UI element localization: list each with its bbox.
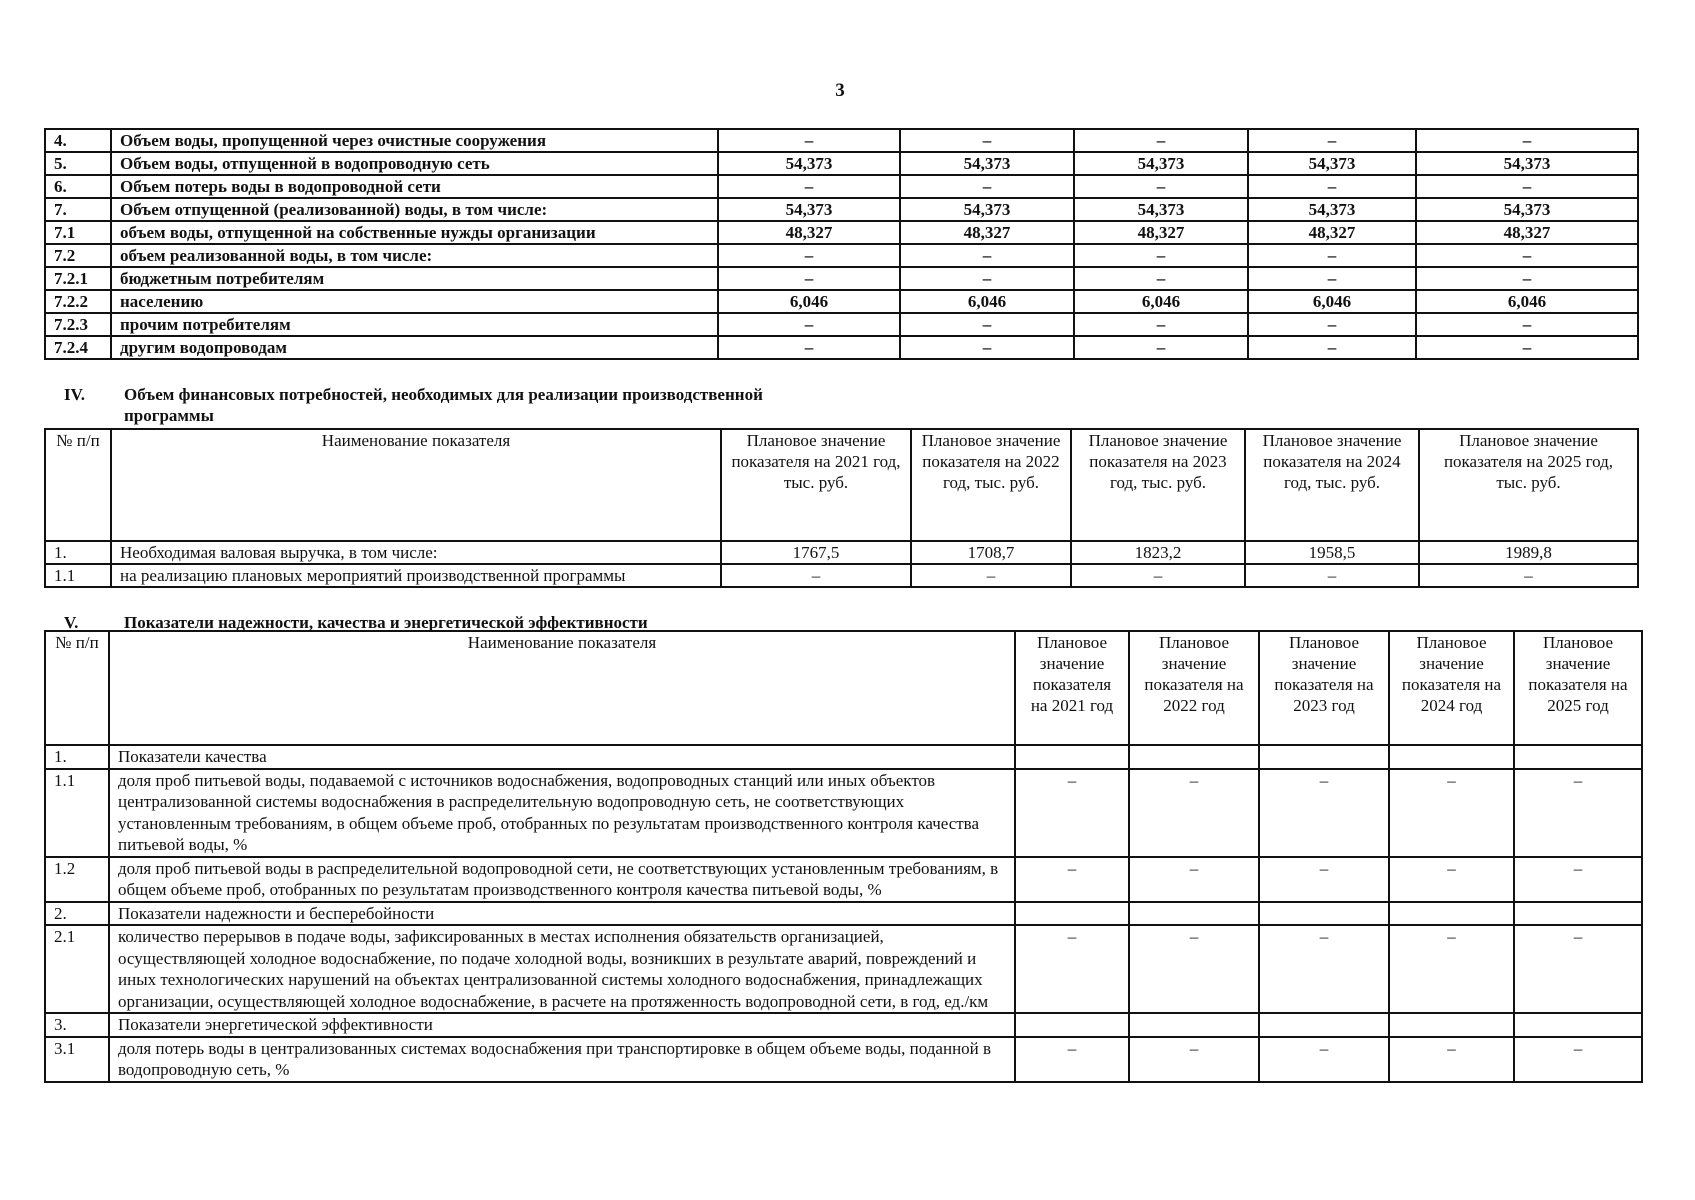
table-row: [45, 925, 1642, 1013]
row-label: Объем отпущенной (реализованной) воды, в том числе:: [111, 198, 718, 221]
table-row: [45, 541, 1638, 564]
section-iv-number: IV.: [64, 385, 85, 404]
row-number: 4.: [45, 129, 111, 152]
row-label: объем воды, отпущенной на собственные нужды организации: [111, 221, 718, 244]
row-label: Показатели надежности и бесперебойности: [109, 902, 1015, 926]
value-cell: –: [900, 175, 1074, 198]
row-number: 1.: [45, 541, 111, 564]
value-cell: –: [718, 244, 900, 267]
value-cell: –: [718, 175, 900, 198]
value-cell: –: [1129, 925, 1259, 1013]
row-label: доля проб питьевой воды, подаваемой с источников водоснабжения, водопроводных станций или иных объектов централизованной системы водоснабжения в распределительную водопроводную сеть, не соответствующих установленным требованиям, в общем объеме проб, отобранных по результатам производственного контроля качества питьевой воды, %: [109, 769, 1015, 857]
value-cell: –: [1015, 925, 1129, 1013]
value-cell: [1514, 1013, 1642, 1037]
value-cell: 6,046: [1416, 290, 1638, 313]
section-iv-title-line1: Объем финансовых потребностей, необходимых для реализации производственной: [124, 385, 763, 404]
row-label: доля потерь воды в централизованных системах водоснабжения при транспортировке в общем объеме воды, поданной в водопроводную сеть, %: [109, 1037, 1015, 1082]
value-cell: 54,373: [900, 152, 1074, 175]
value-cell: –: [1259, 925, 1389, 1013]
value-cell: –: [1259, 1037, 1389, 1082]
value-cell: 48,327: [1074, 221, 1248, 244]
row-label: на реализацию плановых мероприятий производственной программы: [111, 564, 721, 587]
value-cell: 6,046: [1074, 290, 1248, 313]
row-label: прочим потребителям: [111, 313, 718, 336]
value-cell: [1015, 745, 1129, 769]
value-cell: 54,373: [1248, 152, 1416, 175]
value-cell: [1389, 1013, 1514, 1037]
value-cell: 1767,5: [721, 541, 911, 564]
value-cell: –: [1248, 267, 1416, 290]
row-number: 1.2: [45, 857, 109, 902]
row-label: другим водопроводам: [111, 336, 718, 359]
table-row: [45, 267, 1638, 290]
value-cell: –: [900, 244, 1074, 267]
value-cell: 1823,2: [1071, 541, 1245, 564]
row-number: 7.: [45, 198, 111, 221]
value-cell: –: [1514, 857, 1642, 902]
value-cell: –: [721, 564, 911, 587]
value-cell: [1514, 902, 1642, 926]
column-header-2022: Плановое значение показателя на 2022 год: [1129, 631, 1259, 745]
value-cell: –: [1074, 244, 1248, 267]
row-number: 7.2: [45, 244, 111, 267]
row-label: доля проб питьевой воды в распределительной водопроводной сети, не соответствующих установленным требованиям, в общем объеме проб, отобранных по результатам производственного контроля качества питьевой воды, %: [109, 857, 1015, 902]
value-cell: [1129, 1013, 1259, 1037]
value-cell: –: [1129, 857, 1259, 902]
value-cell: –: [1248, 129, 1416, 152]
value-cell: –: [911, 564, 1071, 587]
value-cell: –: [1416, 313, 1638, 336]
value-cell: [1259, 902, 1389, 926]
value-cell: [1015, 902, 1129, 926]
row-number: 6.: [45, 175, 111, 198]
table-row: [45, 564, 1638, 587]
value-cell: –: [900, 129, 1074, 152]
value-cell: 6,046: [718, 290, 900, 313]
value-cell: –: [1514, 769, 1642, 857]
value-cell: –: [1259, 769, 1389, 857]
table-row: [45, 221, 1638, 244]
column-header-name: Наименование показателя: [109, 631, 1015, 745]
value-cell: [1129, 745, 1259, 769]
column-header-2025: Плановое значение показателя на 2025 год, тыс. руб.: [1419, 429, 1638, 541]
row-number: 7.2.4: [45, 336, 111, 359]
value-cell: –: [1416, 175, 1638, 198]
value-cell: –: [1015, 857, 1129, 902]
value-cell: 54,373: [718, 198, 900, 221]
row-number: 1.1: [45, 769, 109, 857]
row-number: 2.: [45, 902, 109, 926]
section-iv-title-line2: программы: [124, 406, 214, 425]
column-header-number: № п/п: [45, 631, 109, 745]
value-cell: 48,327: [1248, 221, 1416, 244]
row-label: Показатели качества: [109, 745, 1015, 769]
row-number: 3.1: [45, 1037, 109, 1082]
value-cell: –: [1389, 857, 1514, 902]
value-cell: –: [1248, 244, 1416, 267]
value-cell: –: [1416, 267, 1638, 290]
value-cell: –: [900, 336, 1074, 359]
value-cell: [1015, 1013, 1129, 1037]
value-cell: [1129, 902, 1259, 926]
value-cell: 1958,5: [1245, 541, 1419, 564]
table-row: [45, 198, 1638, 221]
value-cell: 54,373: [1416, 198, 1638, 221]
row-label: Объем воды, отпущенной в водопроводную сеть: [111, 152, 718, 175]
table-row: [45, 244, 1638, 267]
table-row: [45, 129, 1638, 152]
value-cell: –: [1248, 175, 1416, 198]
value-cell: –: [1129, 769, 1259, 857]
value-cell: –: [718, 313, 900, 336]
value-cell: 1989,8: [1419, 541, 1638, 564]
value-cell: –: [718, 267, 900, 290]
row-label: Необходимая валовая выручка, в том числе:: [111, 541, 721, 564]
value-cell: –: [900, 313, 1074, 336]
value-cell: –: [1514, 925, 1642, 1013]
value-cell: [1389, 745, 1514, 769]
value-cell: [1259, 745, 1389, 769]
column-header-2021: Плановое значение показателя на 2021 год: [1015, 631, 1129, 745]
column-header-2024: Плановое значение показателя на 2024 год, тыс. руб.: [1245, 429, 1419, 541]
value-cell: –: [1074, 129, 1248, 152]
column-header-2022: Плановое значение показателя на 2022 год, тыс. руб.: [911, 429, 1071, 541]
table-row: [45, 769, 1642, 857]
table-row: [45, 336, 1638, 359]
value-cell: –: [1074, 267, 1248, 290]
value-cell: 6,046: [1248, 290, 1416, 313]
value-cell: –: [1514, 1037, 1642, 1082]
column-header-2024: Плановое значение показателя на 2024 год: [1389, 631, 1514, 745]
value-cell: –: [1074, 313, 1248, 336]
value-cell: –: [1389, 769, 1514, 857]
value-cell: –: [1248, 313, 1416, 336]
section-v-title: Показатели надежности, качества и энергетической эффективности: [124, 613, 648, 632]
row-label: Показатели энергетической эффективности: [109, 1013, 1015, 1037]
section-iv-heading: [64, 384, 763, 426]
value-cell: 54,373: [1074, 198, 1248, 221]
value-cell: –: [1248, 336, 1416, 359]
value-cell: [1514, 745, 1642, 769]
column-header-2025: Плановое значение показателя на 2025 год: [1514, 631, 1642, 745]
value-cell: 54,373: [1416, 152, 1638, 175]
row-label: Объем потерь воды в водопроводной сети: [111, 175, 718, 198]
row-number: 1.: [45, 745, 109, 769]
value-cell: –: [1074, 175, 1248, 198]
value-cell: –: [1245, 564, 1419, 587]
value-cell: –: [1129, 1037, 1259, 1082]
value-cell: 48,327: [1416, 221, 1638, 244]
value-cell: –: [1259, 857, 1389, 902]
value-cell: –: [1389, 925, 1514, 1013]
value-cell: –: [900, 267, 1074, 290]
column-header-number: № п/п: [45, 429, 111, 541]
table-row: [45, 1037, 1642, 1082]
value-cell: –: [718, 129, 900, 152]
value-cell: 6,046: [900, 290, 1074, 313]
value-cell: [1389, 902, 1514, 926]
value-cell: 1708,7: [911, 541, 1071, 564]
table-row: [45, 290, 1638, 313]
value-cell: –: [1416, 244, 1638, 267]
table-row: [45, 857, 1642, 902]
row-number: 7.1: [45, 221, 111, 244]
row-label: бюджетным потребителям: [111, 267, 718, 290]
value-cell: 48,327: [718, 221, 900, 244]
value-cell: –: [1071, 564, 1245, 587]
row-label: населению: [111, 290, 718, 313]
table-row: [45, 745, 1642, 769]
row-number: 7.2.3: [45, 313, 111, 336]
value-cell: 54,373: [1074, 152, 1248, 175]
table-row: [45, 902, 1642, 926]
value-cell: 54,373: [900, 198, 1074, 221]
table-row: [45, 175, 1638, 198]
value-cell: –: [1419, 564, 1638, 587]
column-header-2021: Плановое значение показателя на 2021 год, тыс. руб.: [721, 429, 911, 541]
financial-needs-table: [44, 428, 1639, 588]
row-number: 1.1: [45, 564, 111, 587]
row-number: 7.2.2: [45, 290, 111, 313]
indicators-table: [44, 630, 1643, 1083]
table-row: [45, 1013, 1642, 1037]
row-label: объем реализованной воды, в том числе:: [111, 244, 718, 267]
table-row: [45, 152, 1638, 175]
row-number: 3.: [45, 1013, 109, 1037]
page-number: 3: [835, 80, 845, 101]
value-cell: 48,327: [900, 221, 1074, 244]
row-number: 5.: [45, 152, 111, 175]
value-cell: –: [718, 336, 900, 359]
row-label: количество перерывов в подаче воды, зафиксированных в местах исполнения обязательств организацией, осуществляющей холодное водоснабжение, по подаче холодной воды, возникших в результате аварий, повреждений и иных технологических нарушений на объектах централизованной системы холодного водоснабжения, принадлежащих организации, осуществляющей холодное водоснабжение, в расчете на протяженность водопроводной сети, в год, ед./км: [109, 925, 1015, 1013]
value-cell: –: [1389, 1037, 1514, 1082]
column-header-2023: Плановое значение показателя на 2023 год: [1259, 631, 1389, 745]
column-header-2023: Плановое значение показателя на 2023 год, тыс. руб.: [1071, 429, 1245, 541]
value-cell: –: [1074, 336, 1248, 359]
value-cell: –: [1015, 769, 1129, 857]
table-row: [45, 313, 1638, 336]
value-cell: [1259, 1013, 1389, 1037]
value-cell: –: [1015, 1037, 1129, 1082]
value-cell: –: [1416, 129, 1638, 152]
value-cell: 54,373: [1248, 198, 1416, 221]
section-v-number: V.: [64, 613, 79, 632]
row-number: 7.2.1: [45, 267, 111, 290]
volumes-table: [44, 128, 1639, 360]
row-label: Объем воды, пропущенной через очистные сооружения: [111, 129, 718, 152]
row-number: 2.1: [45, 925, 109, 1013]
value-cell: –: [1416, 336, 1638, 359]
value-cell: 54,373: [718, 152, 900, 175]
column-header-name: Наименование показателя: [111, 429, 721, 541]
